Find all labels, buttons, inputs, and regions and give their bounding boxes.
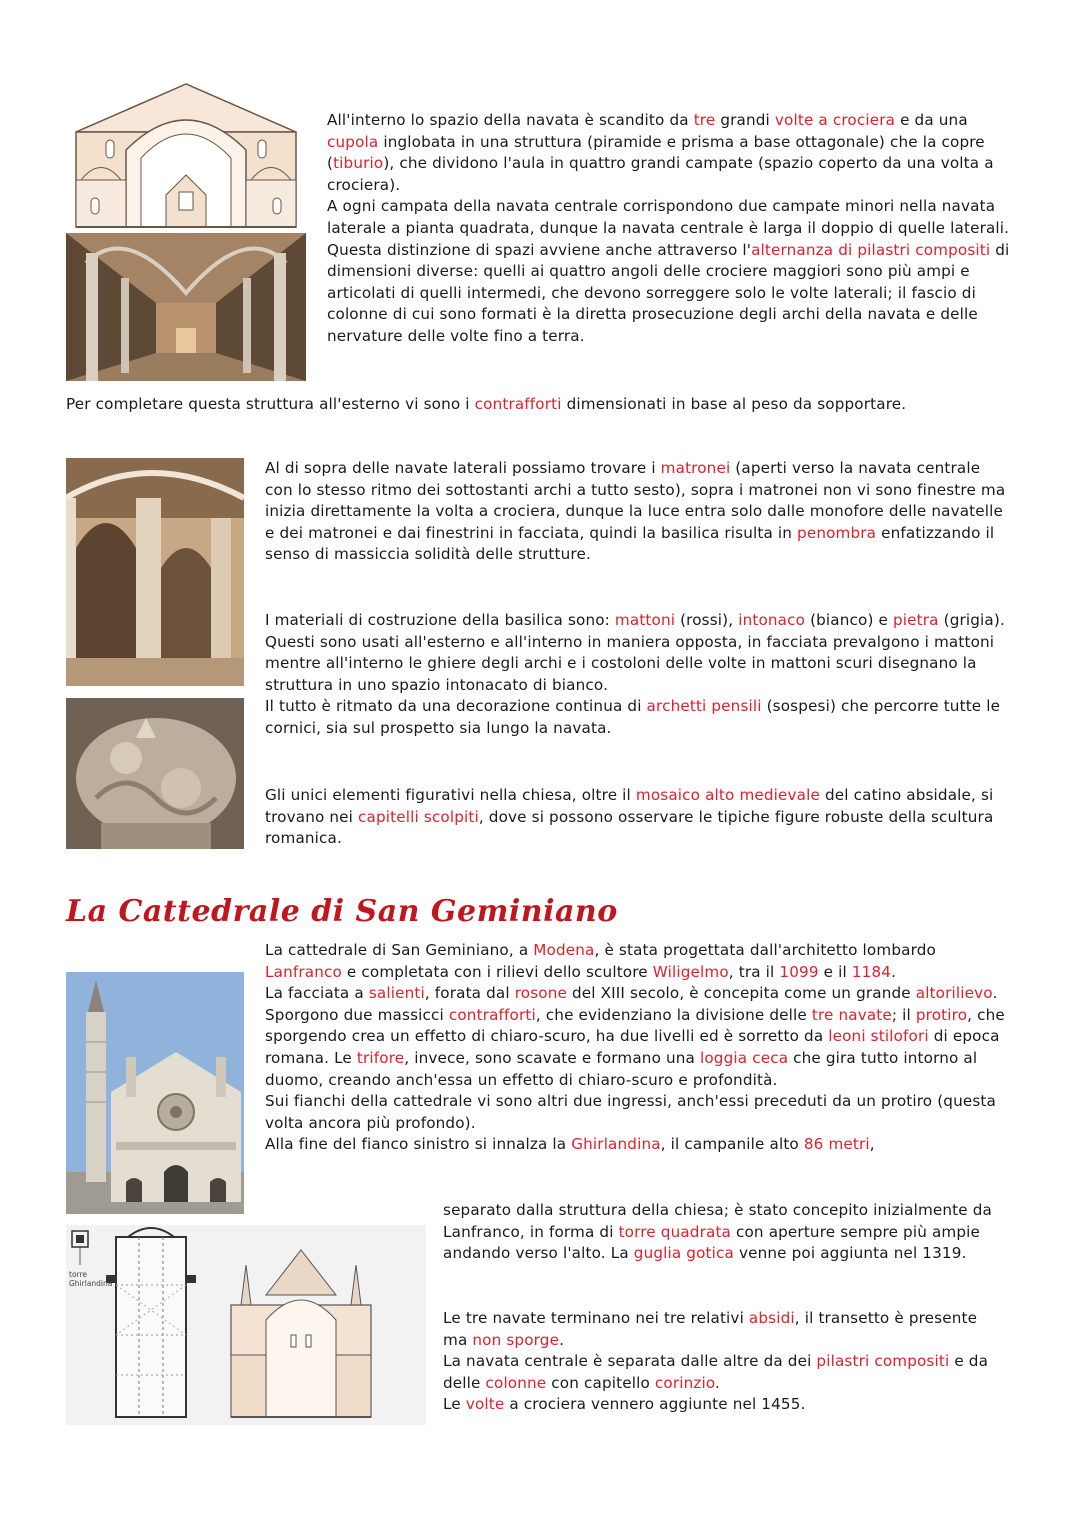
text: con aperture sempre più ampie andando verso l'alto. La [443,1222,981,1263]
text: , è stata progettata dall'architetto lombardo [594,941,936,959]
text: enfatizzando il senso di massiccia solidità delle strutture. [265,523,995,564]
text: (grigia). Questi sono usati all'esterno e all'interno in maniera opposta, in facciata prevalgono i mattoni mentre all'interno le ghiere degli archi e i costoloni delle volte in mattoni scuri disegnano la struttura in uno spazio intonacato di bianco. [265,611,1005,694]
keyword: mosaico alto medievale [635,786,821,804]
text: , invece, sono scavate e formano una [404,1048,700,1067]
text: con capitello [546,1373,655,1392]
text: Gli unici elementi figurativi nella chiesa, oltre il [265,786,636,804]
text: inglobata in una struttura (piramide e prisma a base ottagonale) che la copre ( [327,132,985,173]
keyword: cupola [327,132,379,151]
keyword: pilastri compositi [816,1352,950,1371]
text: . Sporgono due massicci [265,984,998,1024]
nave-interior-photo [66,233,306,381]
section-drawing-figure [66,80,306,230]
text: Sui fianchi della cattedrale vi sono altri due ingressi, anch'essi preceduti da un protiro (questa volta ancora più profondo). [265,1092,996,1132]
text: venne poi aggiunta nel 1319. [733,1244,967,1263]
text: e il [818,962,852,981]
text: , dove si possono osservare le tipiche figure robuste della scultura romanica. [265,807,994,848]
keyword: absidi [748,1309,795,1327]
text: a crociera vennero aggiunte nel 1455. [504,1395,806,1414]
paragraph-cathedral [265,940,1015,1156]
text: . [891,962,897,981]
keyword: volte a crociera [774,111,896,129]
keyword: guglia gotica [633,1244,734,1263]
text: , il campanile alto [660,1135,804,1154]
text: e da una [895,111,968,129]
keyword: contrafforti [474,395,562,413]
text: e completata con i rilievi dello scultore [341,962,653,981]
keyword: colonne [485,1373,547,1392]
keyword: contrafforti [448,1005,536,1024]
text: (bianco) e [805,611,894,629]
keyword: Wiligelmo [652,962,729,981]
keyword: 1184 [851,962,892,981]
text: A ogni campata della navata centrale corrispondono due campate minori nella navata laterale a pianta quadrata, dunque la navata centrale è larga il doppio di quelle laterali. Questa distinzione di spazi avviene anche attraverso l' [327,197,1010,259]
keyword: salienti [368,984,425,1003]
keyword: rosone [514,984,567,1003]
text: ; il [891,1005,916,1024]
keyword: pietra [893,611,939,629]
text: di epoca romana. Le [265,1027,1000,1067]
keyword: altorilievo [915,984,993,1003]
keyword: 86 metri [803,1135,870,1154]
text: La navata centrale è separata dalle altre da dei [443,1352,817,1371]
keyword: trifore [356,1048,405,1067]
text: grandi [715,111,775,129]
text: separato dalla struttura della chiesa; è stato concepito inizialmente da Lanfranco, in forma di [443,1201,992,1241]
paragraph-materials [265,610,1010,740]
text: , forata dal [424,984,515,1003]
keyword: tre navate [811,1005,892,1024]
keyword: tre [693,111,716,129]
keyword: intonaco [738,611,806,629]
text: che gira tutto intorno al duomo, creando anch'essa un effetto di chiaro-scuro e profondità. [265,1048,978,1089]
keyword: penombra [797,523,877,542]
tower-plan-label: torre Ghirlandina [69,1270,113,1288]
section-heading: La Cattedrale di San Geminiano [66,894,618,929]
text: , tra il [728,962,780,981]
text: . [559,1330,565,1349]
text: Le [443,1395,466,1414]
text: I materiali di costruzione della basilica sono: [265,611,615,629]
text: La cattedrale di San Geminiano, a [265,941,534,959]
plan-and-section-figure [66,1225,426,1425]
aisle-arcade-photo [66,458,244,686]
keyword: corinzio [654,1373,716,1392]
text: , che sporgendo crea un effetto di chiaro-scuro, ha due livelli ed è sorretto da [265,1005,1005,1046]
keyword: Ghirlandina [571,1135,661,1154]
keyword: protiro [915,1005,968,1024]
text: del XIII secolo, è concepita come un grande [567,984,916,1003]
text: ), che dividono l'aula in quattro grandi campate (spazio coperto da una volta a crociera). [327,154,994,194]
paragraph-buttresses [66,394,986,416]
paragraph-figurative [265,785,1010,850]
cathedral-facade-photo [66,972,244,1214]
keyword: torre quadrata [618,1222,732,1241]
text: Per completare questa struttura all'esterno vi sono i [66,395,475,413]
text: (aperti verso la navata centrale con lo stesso ritmo dei sottostanti archi a tutto sesto), sopra i matronei non vi sono finestre ma inizia direttamente la volta a crociera, dunque la luce entra solo dalle monofore delle navatelle e dei matronei e dai finestrini in facciata, quindi la basilica risulta in [265,459,1006,542]
paragraph-naves [443,1308,1003,1416]
text: e da delle [443,1352,989,1392]
keyword: volte [465,1395,505,1414]
text: , il transetto è presente ma [443,1309,978,1349]
text: di dimensioni diverse: quelli ai quattro angoli delle crociere maggiori sono più ampi e articolati di quelli intermedi, che devono sorreggere solo le volte laterali; il fascio di colonne di cui sono formati è la diretta prosecuzione degli archi della navata e delle nervature delle volte fino a terra. [327,240,1010,345]
keyword: matronei [660,459,731,477]
keyword: capitelli scolpiti [358,807,479,826]
text: La facciata a [265,984,369,1003]
text: , [869,1135,875,1154]
text: . [715,1373,721,1392]
keyword: tiburio [333,154,384,173]
text: (rossi), [675,611,739,629]
keyword: mattoni [614,611,676,629]
keyword: alternanza di pilastri compositi [751,240,991,259]
text: Le tre navate terminano nei tre relativi [443,1309,749,1327]
text: (sospesi) che percorre tutte le cornici, sia sul prospetto sia lungo la navata. [265,697,1001,737]
text: Alla fine del fianco sinistro si innalza la [265,1135,572,1154]
paragraph-matronei [265,458,1010,566]
paragraph-ghirlandina [443,1200,998,1265]
keyword: archetti pensili [646,697,762,716]
keyword: Modena [533,941,595,959]
keyword: non sporge [472,1330,560,1349]
text: Al di sopra delle navate laterali possiamo trovare i [265,459,661,477]
keyword: loggia ceca [700,1048,789,1067]
text: All'interno lo spazio della navata è scandito da [327,111,694,129]
paragraph-interior [327,110,1017,348]
keyword: 1099 [779,962,819,981]
keyword: Lanfranco [265,962,342,981]
sculpted-capital-photo [66,698,244,849]
text: del catino absidale, si trovano nei [265,786,994,826]
text: dimensionati in base al peso da sopportare. [561,395,907,413]
text: , che evidenziano la divisione delle [535,1005,812,1024]
text: Il tutto è ritmato da una decorazione continua di [265,697,647,716]
keyword: leoni stilofori [828,1027,929,1046]
